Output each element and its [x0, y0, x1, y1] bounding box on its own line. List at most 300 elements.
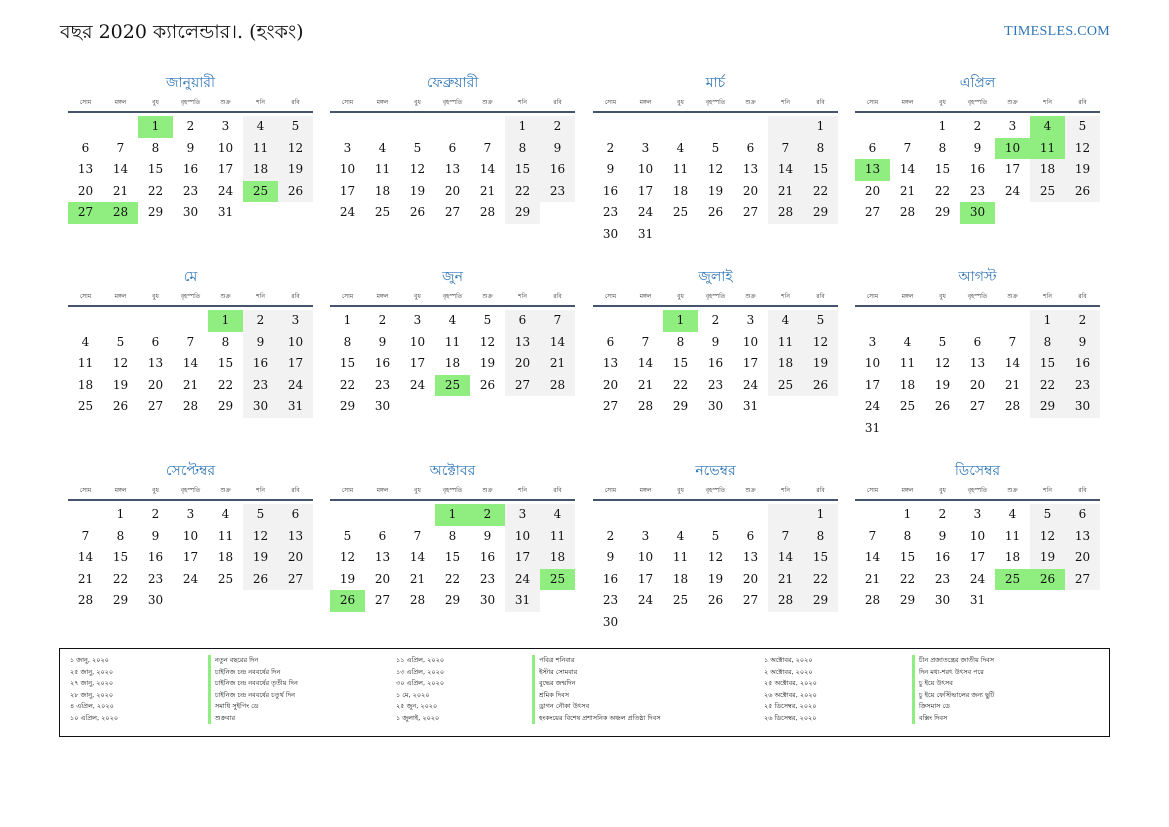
- day-cell[interactable]: 4: [378, 140, 387, 155]
- day-cell[interactable]: 5: [116, 334, 125, 349]
- day-cell[interactable]: 8: [1030, 332, 1065, 354]
- day-cell[interactable]: 2: [186, 119, 195, 133]
- day-cell[interactable]: 21: [182, 377, 199, 392]
- day-cell[interactable]: 9: [711, 334, 720, 349]
- day-cell[interactable]: 12: [707, 550, 724, 564]
- day-cell[interactable]: 27: [969, 399, 986, 413]
- day-cell[interactable]: 4: [768, 310, 803, 332]
- day-cell[interactable]: 30: [479, 593, 496, 607]
- day-cell[interactable]: 16: [182, 162, 199, 176]
- day-cell[interactable]: 17: [637, 571, 654, 586]
- day-cell[interactable]: 21: [768, 569, 803, 591]
- holiday-day-cell[interactable]: 25: [995, 569, 1030, 591]
- day-cell[interactable]: 25: [672, 593, 689, 607]
- day-cell[interactable]: 19: [409, 183, 426, 198]
- day-cell[interactable]: 13: [147, 356, 164, 370]
- day-cell[interactable]: 31: [864, 420, 881, 435]
- day-cell[interactable]: 6: [151, 334, 160, 349]
- day-cell[interactable]: 10: [217, 140, 234, 155]
- day-cell[interactable]: 31: [969, 593, 986, 607]
- day-cell[interactable]: 22: [147, 183, 164, 198]
- day-cell[interactable]: 23: [147, 571, 164, 586]
- day-cell[interactable]: 21: [479, 183, 496, 198]
- day-cell[interactable]: 6: [606, 334, 615, 349]
- day-cell[interactable]: 19: [339, 571, 356, 586]
- day-cell[interactable]: 16: [374, 356, 391, 370]
- day-cell[interactable]: 28: [899, 205, 916, 219]
- day-cell[interactable]: 24: [969, 571, 986, 586]
- day-cell[interactable]: 12: [1065, 138, 1100, 160]
- day-cell[interactable]: 20: [602, 377, 619, 392]
- day-cell[interactable]: 17: [1004, 162, 1021, 176]
- day-cell[interactable]: 28: [768, 202, 803, 224]
- day-cell[interactable]: 20: [969, 377, 986, 392]
- day-cell[interactable]: 31: [742, 399, 759, 413]
- day-cell[interactable]: 1: [938, 119, 947, 133]
- day-cell[interactable]: 10: [278, 332, 313, 354]
- day-cell[interactable]: 22: [112, 571, 129, 586]
- holiday-day-cell[interactable]: 1: [663, 310, 698, 332]
- day-cell[interactable]: 1: [803, 116, 838, 138]
- day-cell[interactable]: 31: [278, 396, 313, 418]
- day-cell[interactable]: 29: [803, 202, 838, 224]
- day-cell[interactable]: 28: [637, 399, 654, 413]
- day-cell[interactable]: 20: [444, 183, 461, 198]
- day-cell[interactable]: 17: [278, 353, 313, 375]
- day-cell[interactable]: 19: [934, 377, 951, 392]
- holiday-day-cell[interactable]: 26: [1030, 569, 1065, 591]
- day-cell[interactable]: 19: [1065, 159, 1100, 181]
- day-cell[interactable]: 4: [81, 334, 90, 349]
- day-cell[interactable]: 10: [742, 334, 759, 349]
- day-cell[interactable]: 13: [278, 526, 313, 548]
- day-cell[interactable]: 16: [707, 356, 724, 370]
- day-cell[interactable]: 26: [479, 377, 496, 392]
- day-cell[interactable]: 8: [151, 140, 160, 155]
- day-cell[interactable]: 24: [1004, 183, 1021, 198]
- day-cell[interactable]: 16: [479, 550, 496, 564]
- day-cell[interactable]: 3: [413, 313, 422, 327]
- day-cell[interactable]: 19: [707, 571, 724, 586]
- day-cell[interactable]: 22: [217, 377, 234, 392]
- day-cell[interactable]: 25: [672, 205, 689, 219]
- day-cell[interactable]: 27: [864, 205, 881, 219]
- day-cell[interactable]: 6: [278, 504, 313, 526]
- day-cell[interactable]: 21: [409, 571, 426, 586]
- day-cell[interactable]: 23: [969, 183, 986, 198]
- day-cell[interactable]: 22: [672, 377, 689, 392]
- day-cell[interactable]: 12: [479, 334, 496, 349]
- day-cell[interactable]: 9: [973, 140, 982, 155]
- day-cell[interactable]: 28: [479, 205, 496, 219]
- day-cell[interactable]: 23: [1065, 375, 1100, 397]
- day-cell[interactable]: 22: [803, 569, 838, 591]
- day-cell[interactable]: 8: [938, 140, 947, 155]
- day-cell[interactable]: 12: [339, 550, 356, 564]
- day-cell[interactable]: 18: [444, 356, 461, 370]
- day-cell[interactable]: 20: [864, 183, 881, 198]
- day-cell[interactable]: 9: [151, 528, 160, 543]
- day-cell[interactable]: 11: [540, 526, 575, 548]
- day-cell[interactable]: 27: [742, 593, 759, 607]
- day-cell[interactable]: 26: [243, 569, 278, 591]
- day-cell[interactable]: 18: [540, 547, 575, 569]
- day-cell[interactable]: 12: [934, 356, 951, 370]
- day-cell[interactable]: 16: [147, 550, 164, 564]
- day-cell[interactable]: 21: [899, 183, 916, 198]
- day-cell[interactable]: 31: [637, 226, 654, 241]
- day-cell[interactable]: 15: [803, 547, 838, 569]
- day-cell[interactable]: 21: [1004, 377, 1021, 392]
- day-cell[interactable]: 29: [217, 399, 234, 413]
- day-cell[interactable]: 2: [938, 507, 947, 521]
- day-cell[interactable]: 16: [243, 353, 278, 375]
- day-cell[interactable]: 21: [112, 183, 129, 198]
- holiday-day-cell[interactable]: 2: [470, 504, 505, 526]
- day-cell[interactable]: 2: [606, 528, 615, 543]
- day-cell[interactable]: 14: [899, 162, 916, 176]
- day-cell[interactable]: 7: [116, 140, 125, 155]
- day-cell[interactable]: 3: [343, 140, 352, 155]
- day-cell[interactable]: 15: [444, 550, 461, 564]
- day-cell[interactable]: 13: [374, 550, 391, 564]
- day-cell[interactable]: 17: [864, 377, 881, 392]
- day-cell[interactable]: 22: [505, 181, 540, 203]
- day-cell[interactable]: 28: [864, 593, 881, 607]
- day-cell[interactable]: 14: [768, 159, 803, 181]
- day-cell[interactable]: 1: [505, 116, 540, 138]
- day-cell[interactable]: 30: [147, 593, 164, 607]
- day-cell[interactable]: 7: [413, 528, 422, 543]
- day-cell[interactable]: 16: [1065, 353, 1100, 375]
- day-cell[interactable]: 8: [676, 334, 685, 349]
- day-cell[interactable]: 24: [742, 377, 759, 392]
- day-cell[interactable]: 24: [278, 375, 313, 397]
- day-cell[interactable]: 15: [672, 356, 689, 370]
- day-cell[interactable]: 26: [707, 205, 724, 219]
- day-cell[interactable]: 2: [243, 310, 278, 332]
- day-cell[interactable]: 6: [81, 140, 90, 155]
- day-cell[interactable]: 14: [637, 356, 654, 370]
- day-cell[interactable]: 5: [343, 528, 352, 543]
- day-cell[interactable]: 27: [147, 399, 164, 413]
- day-cell[interactable]: 4: [676, 140, 685, 155]
- day-cell[interactable]: 25: [899, 399, 916, 413]
- day-cell[interactable]: 26: [1065, 181, 1100, 203]
- day-cell[interactable]: 26: [934, 399, 951, 413]
- day-cell[interactable]: 12: [707, 162, 724, 176]
- day-cell[interactable]: 20: [77, 183, 94, 198]
- day-cell[interactable]: 13: [602, 356, 619, 370]
- day-cell[interactable]: 8: [116, 528, 125, 543]
- day-cell[interactable]: 2: [606, 140, 615, 155]
- day-cell[interactable]: 9: [540, 138, 575, 160]
- day-cell[interactable]: 5: [483, 313, 492, 327]
- day-cell[interactable]: 10: [637, 162, 654, 176]
- day-cell[interactable]: 4: [1008, 507, 1017, 521]
- day-cell[interactable]: 4: [540, 504, 575, 526]
- day-cell[interactable]: 15: [934, 162, 951, 176]
- day-cell[interactable]: 25: [217, 571, 234, 586]
- day-cell[interactable]: 26: [278, 181, 313, 203]
- day-cell[interactable]: 17: [409, 356, 426, 370]
- day-cell[interactable]: 6: [746, 528, 755, 543]
- day-cell[interactable]: 28: [1004, 399, 1021, 413]
- day-cell[interactable]: 3: [641, 140, 650, 155]
- holiday-day-cell[interactable]: 10: [995, 138, 1030, 160]
- day-cell[interactable]: 27: [374, 593, 391, 607]
- day-cell[interactable]: 31: [505, 590, 540, 612]
- day-cell[interactable]: 7: [903, 140, 912, 155]
- day-cell[interactable]: 28: [409, 593, 426, 607]
- day-cell[interactable]: 8: [343, 334, 352, 349]
- day-cell[interactable]: 25: [374, 205, 391, 219]
- holiday-day-cell[interactable]: 4: [1030, 116, 1065, 138]
- day-cell[interactable]: 18: [243, 159, 278, 181]
- day-cell[interactable]: 20: [505, 353, 540, 375]
- day-cell[interactable]: 11: [768, 332, 803, 354]
- day-cell[interactable]: 28: [77, 593, 94, 607]
- day-cell[interactable]: 9: [378, 334, 387, 349]
- day-cell[interactable]: 9: [606, 162, 615, 176]
- day-cell[interactable]: 27: [278, 569, 313, 591]
- day-cell[interactable]: 3: [746, 313, 755, 327]
- day-cell[interactable]: 3: [641, 528, 650, 543]
- day-cell[interactable]: 25: [77, 399, 94, 413]
- day-cell[interactable]: 13: [505, 332, 540, 354]
- day-cell[interactable]: 14: [768, 547, 803, 569]
- day-cell[interactable]: 8: [448, 528, 457, 543]
- day-cell[interactable]: 26: [803, 375, 838, 397]
- day-cell[interactable]: 25: [1030, 181, 1065, 203]
- day-cell[interactable]: 19: [479, 356, 496, 370]
- day-cell[interactable]: 18: [768, 353, 803, 375]
- day-cell[interactable]: 17: [505, 547, 540, 569]
- day-cell[interactable]: 18: [672, 183, 689, 198]
- day-cell[interactable]: 21: [864, 571, 881, 586]
- day-cell[interactable]: 21: [768, 181, 803, 203]
- day-cell[interactable]: 7: [1008, 334, 1017, 349]
- day-cell[interactable]: 28: [768, 590, 803, 612]
- day-cell[interactable]: 13: [1065, 526, 1100, 548]
- day-cell[interactable]: 15: [147, 162, 164, 176]
- day-cell[interactable]: 23: [934, 571, 951, 586]
- day-cell[interactable]: 24: [409, 377, 426, 392]
- day-cell[interactable]: 11: [444, 334, 461, 349]
- day-cell[interactable]: 13: [742, 550, 759, 564]
- day-cell[interactable]: 19: [1030, 547, 1065, 569]
- day-cell[interactable]: 12: [803, 332, 838, 354]
- brand-link[interactable]: TIMESLES.COM: [1004, 24, 1110, 39]
- day-cell[interactable]: 10: [505, 526, 540, 548]
- day-cell[interactable]: 17: [217, 162, 234, 176]
- day-cell[interactable]: 21: [77, 571, 94, 586]
- day-cell[interactable]: 16: [969, 162, 986, 176]
- day-cell[interactable]: 18: [672, 571, 689, 586]
- day-cell[interactable]: 23: [602, 593, 619, 607]
- day-cell[interactable]: 27: [742, 205, 759, 219]
- day-cell[interactable]: 30: [707, 399, 724, 413]
- day-cell[interactable]: 20: [742, 183, 759, 198]
- day-cell[interactable]: 29: [444, 593, 461, 607]
- day-cell[interactable]: 14: [77, 550, 94, 564]
- day-cell[interactable]: 26: [112, 399, 129, 413]
- day-cell[interactable]: 22: [444, 571, 461, 586]
- day-cell[interactable]: 17: [742, 356, 759, 370]
- day-cell[interactable]: 20: [374, 571, 391, 586]
- holiday-day-cell[interactable]: 1: [435, 504, 470, 526]
- day-cell[interactable]: 29: [899, 593, 916, 607]
- day-cell[interactable]: 9: [938, 528, 947, 543]
- holiday-day-cell[interactable]: 25: [243, 181, 278, 203]
- day-cell[interactable]: 5: [938, 334, 947, 349]
- day-cell[interactable]: 1: [803, 504, 838, 526]
- day-cell[interactable]: 10: [969, 528, 986, 543]
- day-cell[interactable]: 15: [505, 159, 540, 181]
- day-cell[interactable]: 6: [868, 140, 877, 155]
- day-cell[interactable]: 24: [864, 399, 881, 413]
- holiday-day-cell[interactable]: 26: [330, 590, 365, 612]
- day-cell[interactable]: 22: [934, 183, 951, 198]
- holiday-day-cell[interactable]: 25: [435, 375, 470, 397]
- day-cell[interactable]: 14: [182, 356, 199, 370]
- day-cell[interactable]: 6: [973, 334, 982, 349]
- day-cell[interactable]: 9: [1065, 332, 1100, 354]
- day-cell[interactable]: 16: [602, 183, 619, 198]
- day-cell[interactable]: 13: [742, 162, 759, 176]
- day-cell[interactable]: 13: [444, 162, 461, 176]
- day-cell[interactable]: 3: [505, 504, 540, 526]
- day-cell[interactable]: 1: [903, 507, 912, 521]
- day-cell[interactable]: 22: [1030, 375, 1065, 397]
- day-cell[interactable]: 17: [182, 550, 199, 564]
- day-cell[interactable]: 8: [505, 138, 540, 160]
- day-cell[interactable]: 27: [1065, 569, 1100, 591]
- day-cell[interactable]: 27: [505, 375, 540, 397]
- day-cell[interactable]: 28: [540, 375, 575, 397]
- day-cell[interactable]: 26: [409, 205, 426, 219]
- day-cell[interactable]: 11: [899, 356, 916, 370]
- day-cell[interactable]: 24: [217, 183, 234, 198]
- day-cell[interactable]: 20: [147, 377, 164, 392]
- day-cell[interactable]: 30: [182, 205, 199, 219]
- day-cell[interactable]: 29: [934, 205, 951, 219]
- day-cell[interactable]: 24: [182, 571, 199, 586]
- day-cell[interactable]: 3: [973, 507, 982, 521]
- day-cell[interactable]: 17: [637, 183, 654, 198]
- day-cell[interactable]: 22: [899, 571, 916, 586]
- day-cell[interactable]: 27: [444, 205, 461, 219]
- day-cell[interactable]: 8: [803, 526, 838, 548]
- day-cell[interactable]: 5: [803, 310, 838, 332]
- day-cell[interactable]: 18: [374, 183, 391, 198]
- day-cell[interactable]: 18: [899, 377, 916, 392]
- day-cell[interactable]: 16: [602, 571, 619, 586]
- holiday-day-cell[interactable]: 11: [1030, 138, 1065, 160]
- day-cell[interactable]: 7: [641, 334, 650, 349]
- day-cell[interactable]: 23: [479, 571, 496, 586]
- day-cell[interactable]: 20: [742, 571, 759, 586]
- day-cell[interactable]: 30: [1065, 396, 1100, 418]
- day-cell[interactable]: 19: [112, 377, 129, 392]
- day-cell[interactable]: 28: [182, 399, 199, 413]
- day-cell[interactable]: 27: [602, 399, 619, 413]
- day-cell[interactable]: 2: [1065, 310, 1100, 332]
- day-cell[interactable]: 21: [637, 377, 654, 392]
- day-cell[interactable]: 12: [409, 162, 426, 176]
- day-cell[interactable]: 29: [147, 205, 164, 219]
- day-cell[interactable]: 6: [505, 310, 540, 332]
- day-cell[interactable]: 18: [77, 377, 94, 392]
- day-cell[interactable]: 11: [672, 550, 689, 564]
- day-cell[interactable]: 24: [339, 205, 356, 219]
- day-cell[interactable]: 5: [413, 140, 422, 155]
- day-cell[interactable]: 10: [864, 356, 881, 370]
- holiday-day-cell[interactable]: 13: [855, 159, 890, 181]
- holiday-day-cell[interactable]: 27: [68, 202, 103, 224]
- day-cell[interactable]: 26: [707, 593, 724, 607]
- day-cell[interactable]: 7: [186, 334, 195, 349]
- day-cell[interactable]: 30: [374, 399, 391, 413]
- day-cell[interactable]: 3: [868, 334, 877, 349]
- day-cell[interactable]: 15: [803, 159, 838, 181]
- day-cell[interactable]: 12: [1030, 526, 1065, 548]
- day-cell[interactable]: 2: [540, 116, 575, 138]
- day-cell[interactable]: 14: [112, 162, 129, 176]
- day-cell[interactable]: 16: [540, 159, 575, 181]
- day-cell[interactable]: 22: [803, 181, 838, 203]
- day-cell[interactable]: 18: [217, 550, 234, 564]
- day-cell[interactable]: 14: [409, 550, 426, 564]
- day-cell[interactable]: 12: [112, 356, 129, 370]
- day-cell[interactable]: 30: [602, 614, 619, 629]
- day-cell[interactable]: 29: [112, 593, 129, 607]
- day-cell[interactable]: 30: [243, 396, 278, 418]
- day-cell[interactable]: 19: [243, 547, 278, 569]
- day-cell[interactable]: 15: [899, 550, 916, 564]
- day-cell[interactable]: 5: [1065, 116, 1100, 138]
- day-cell[interactable]: 7: [483, 140, 492, 155]
- day-cell[interactable]: 24: [505, 569, 540, 591]
- day-cell[interactable]: 5: [278, 116, 313, 138]
- day-cell[interactable]: 29: [803, 590, 838, 612]
- day-cell[interactable]: 22: [339, 377, 356, 392]
- day-cell[interactable]: 5: [243, 504, 278, 526]
- day-cell[interactable]: 16: [934, 550, 951, 564]
- holiday-day-cell[interactable]: 1: [138, 116, 173, 138]
- day-cell[interactable]: 19: [803, 353, 838, 375]
- day-cell[interactable]: 4: [903, 334, 912, 349]
- day-cell[interactable]: 29: [505, 202, 540, 224]
- holiday-day-cell[interactable]: 30: [960, 202, 995, 224]
- day-cell[interactable]: 8: [221, 334, 230, 349]
- day-cell[interactable]: 23: [707, 377, 724, 392]
- day-cell[interactable]: 14: [864, 550, 881, 564]
- day-cell[interactable]: 6: [378, 528, 387, 543]
- day-cell[interactable]: 12: [243, 526, 278, 548]
- day-cell[interactable]: 10: [339, 162, 356, 176]
- day-cell[interactable]: 11: [77, 356, 94, 370]
- day-cell[interactable]: 7: [81, 528, 90, 543]
- day-cell[interactable]: 13: [77, 162, 94, 176]
- day-cell[interactable]: 29: [1030, 396, 1065, 418]
- day-cell[interactable]: 8: [903, 528, 912, 543]
- day-cell[interactable]: 14: [1004, 356, 1021, 370]
- day-cell[interactable]: 15: [217, 356, 234, 370]
- day-cell[interactable]: 6: [448, 140, 457, 155]
- day-cell[interactable]: 12: [278, 138, 313, 160]
- day-cell[interactable]: 31: [217, 205, 234, 219]
